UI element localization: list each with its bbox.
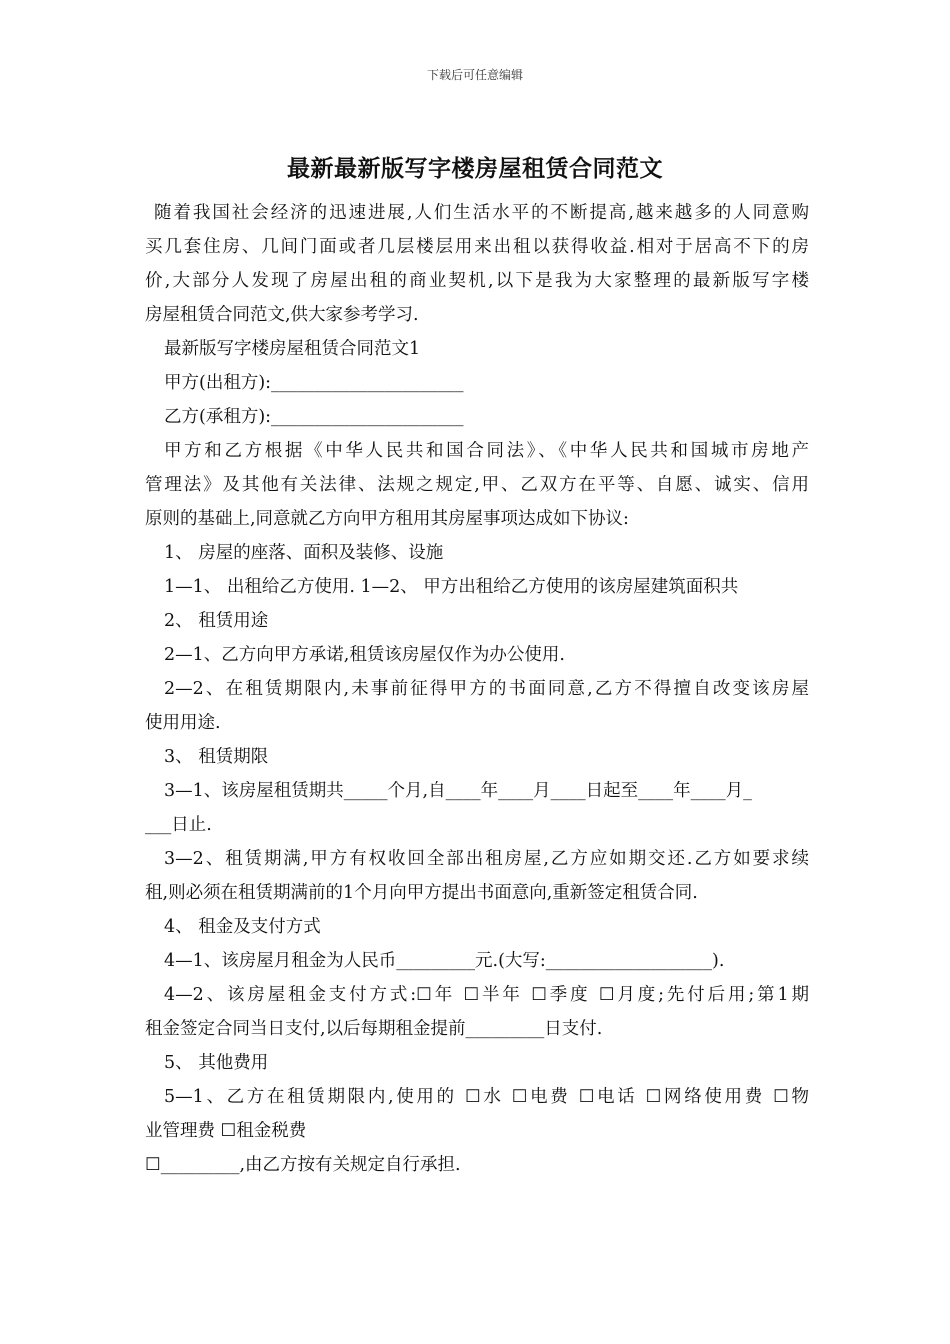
text-line: 3—2、租赁期满,甲方有权收回全部出租房屋,乙方应如期交还.乙方如要求续 [164, 849, 809, 869]
text-line: 原则的基础上,同意就乙方向甲方租用其房屋事项达成如下协议: [145, 509, 629, 529]
text-line: ☐_________,由乙方按有关规定自行承担. [145, 1155, 461, 1175]
text-line: 3、 租赁期限 [164, 747, 269, 767]
text-line: 3—1、该房屋租赁期共_____个月,自____年____月____日起至____年____月_ [164, 781, 752, 801]
text-line: 1、 房屋的座落、面积及装修、设施 [164, 543, 444, 563]
document-title: 最新最新版写字楼房屋租赁合同范文 [287, 155, 663, 182]
document-body [145, 196, 809, 1182]
text-line: 租金签定合同当日支付,以后每期租金提前_________日支付. [145, 1019, 603, 1039]
text-line: 使用用途. [145, 713, 221, 733]
text-line: 5—1、乙方在租赁期限内,使用的 ☐水 ☐电费 ☐电话 ☐网络使用费 ☐物 [164, 1087, 809, 1107]
text-line: 最新版写字楼房屋租赁合同范文1 [164, 339, 421, 359]
text-line: 甲方(出租方):______________________ [164, 373, 464, 393]
text-line: 乙方(承租方):______________________ [164, 407, 464, 427]
text-line: 2—1、乙方向甲方承诺,租赁该房屋仅作为办公使用. [164, 645, 565, 665]
text-line: 业管理费 ☐租金税费 [145, 1121, 307, 1141]
text-line: 买几套住房、几间门面或者几层楼层用来出租以获得收益.相对于居高不下的房 [145, 237, 809, 257]
text-line: 2—2、在租赁期限内,未事前征得甲方的书面同意,乙方不得擅自改变该房屋 [164, 679, 809, 699]
text-line: 4、 租金及支付方式 [164, 917, 321, 937]
text-line: 1—1、 出租给乙方使用. 1—2、 甲方出租给乙方使用的该房屋建筑面积共 [164, 577, 739, 597]
text-line: ___日止. [145, 815, 212, 835]
text-line: 随着我国社会经济的迅速进展,人们生活水平的不断提高,越来越多的人同意购 [154, 203, 809, 223]
text-line: 2、 租赁用途 [164, 611, 269, 631]
text-line: 租,则必须在租赁期满前的1个月向甲方提出书面意向,重新签定租赁合同. [145, 883, 698, 903]
text-line: 4—1、该房屋月租金为人民币_________元.(大写:___________________). [164, 951, 725, 971]
text-line: 4—2、该房屋租金支付方式:☐年 ☐半年 ☐季度 ☐月度;先付后用;第1期 [164, 985, 809, 1005]
text-line: 价,大部分人发现了房屋出租的商业契机,以下是我为大家整理的最新版写字楼 [145, 271, 809, 291]
text-line: 管理法》及其他有关法律、法规之规定,甲、乙双方在平等、自愿、诚实、信用 [145, 475, 809, 495]
text-line: 5、 其他费用 [164, 1053, 269, 1073]
page-header: 下载后可任意编辑 [426, 68, 523, 82]
text-line: 房屋租赁合同范文,供大家参考学习. [145, 305, 419, 325]
text-line: 甲方和乙方根据《中华人民共和国合同法》、《中华人民共和国城市房地产 [164, 441, 809, 461]
